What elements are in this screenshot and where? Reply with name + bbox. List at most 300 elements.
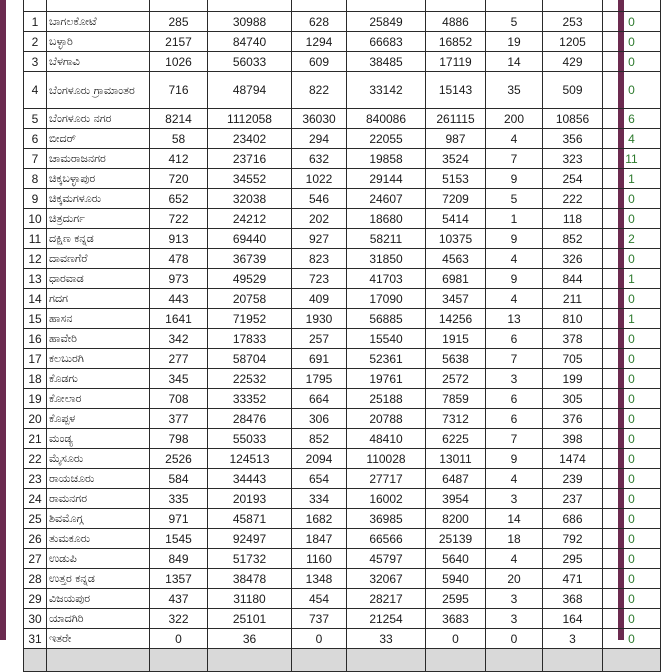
value-cell: 5153 bbox=[426, 169, 486, 189]
value-cell: 632 bbox=[292, 149, 347, 169]
value-cell: 3 bbox=[486, 609, 543, 629]
value-cell: 18 bbox=[486, 529, 543, 549]
header-cell bbox=[47, 0, 150, 12]
value-cell: 1 bbox=[603, 169, 661, 189]
value-cell: 840086 bbox=[347, 109, 426, 129]
value-cell: 0 bbox=[603, 349, 661, 369]
value-cell: 6 bbox=[486, 389, 543, 409]
value-cell: 33352 bbox=[208, 389, 292, 409]
district-name-cell: ದಾವಣಗೆರೆ bbox=[47, 249, 150, 269]
value-cell: 3683 bbox=[426, 609, 486, 629]
value-cell: 15143 bbox=[426, 72, 486, 109]
value-cell: 24607 bbox=[347, 189, 426, 209]
value-cell: 66566 bbox=[347, 529, 426, 549]
value-cell: 822 bbox=[292, 72, 347, 109]
value-cell: 686 bbox=[543, 509, 603, 529]
value-cell: 14256 bbox=[426, 309, 486, 329]
value-cell: 792 bbox=[543, 529, 603, 549]
value-cell: 437 bbox=[150, 589, 208, 609]
header-cell bbox=[486, 0, 543, 12]
value-cell: 7 bbox=[486, 429, 543, 449]
value-cell: 3954 bbox=[426, 489, 486, 509]
district-name-cell: ಬಾಗಲಕೋಟೆ bbox=[47, 12, 150, 32]
table-row bbox=[24, 229, 661, 249]
value-cell: 36030 bbox=[292, 109, 347, 129]
value-cell: 705 bbox=[543, 349, 603, 369]
table-row bbox=[24, 189, 661, 209]
value-cell: 0 bbox=[603, 529, 661, 549]
header-cell bbox=[208, 0, 292, 12]
value-cell: 10375 bbox=[426, 229, 486, 249]
value-cell: 722 bbox=[150, 209, 208, 229]
value-cell: 5414 bbox=[426, 209, 486, 229]
value-cell: 1847 bbox=[292, 529, 347, 549]
value-cell: 19858 bbox=[347, 149, 426, 169]
value-cell: 1930 bbox=[292, 309, 347, 329]
district-name-cell: ವಿಜಯಪುರ bbox=[47, 589, 150, 609]
value-cell: 48410 bbox=[347, 429, 426, 449]
value-cell: 852 bbox=[292, 429, 347, 449]
row-number-cell: 18 bbox=[24, 369, 47, 389]
value-cell: 546 bbox=[292, 189, 347, 209]
value-cell: 720 bbox=[150, 169, 208, 189]
value-cell: 1357 bbox=[150, 569, 208, 589]
value-cell: 4 bbox=[603, 129, 661, 149]
value-cell: 849 bbox=[150, 549, 208, 569]
row-number-cell: 6 bbox=[24, 129, 47, 149]
value-cell: 20758 bbox=[208, 289, 292, 309]
row-number-cell: 5 bbox=[24, 109, 47, 129]
total-cell bbox=[486, 649, 543, 672]
value-cell: 261115 bbox=[426, 109, 486, 129]
value-cell: 1641 bbox=[150, 309, 208, 329]
table-row bbox=[24, 129, 661, 149]
district-name-cell: ಮೈಸೂರು bbox=[47, 449, 150, 469]
value-cell: 1474 bbox=[543, 449, 603, 469]
value-cell: 398 bbox=[543, 429, 603, 449]
district-name-cell: ತುಮಕೂರು bbox=[47, 529, 150, 549]
row-number-cell: 14 bbox=[24, 289, 47, 309]
value-cell: 1545 bbox=[150, 529, 208, 549]
value-cell: 0 bbox=[603, 189, 661, 209]
value-cell: 429 bbox=[543, 52, 603, 72]
value-cell: 2572 bbox=[426, 369, 486, 389]
value-cell: 5940 bbox=[426, 569, 486, 589]
value-cell: 19 bbox=[486, 32, 543, 52]
value-cell: 0 bbox=[603, 52, 661, 72]
value-cell: 0 bbox=[603, 549, 661, 569]
value-cell: 0 bbox=[426, 629, 486, 649]
district-name-cell: ಕೊಡಗು bbox=[47, 369, 150, 389]
value-cell: 412 bbox=[150, 149, 208, 169]
value-cell: 1022 bbox=[292, 169, 347, 189]
value-cell: 1 bbox=[603, 269, 661, 289]
district-name-cell: ಕಲಬುರಗಿ bbox=[47, 349, 150, 369]
value-cell: 9 bbox=[486, 449, 543, 469]
value-cell: 356 bbox=[543, 129, 603, 149]
value-cell: 823 bbox=[292, 249, 347, 269]
value-cell: 471 bbox=[543, 569, 603, 589]
value-cell: 13011 bbox=[426, 449, 486, 469]
value-cell: 92497 bbox=[208, 529, 292, 549]
district-name-cell: ಬೆಂಗಳೂರು ನಗರ bbox=[47, 109, 150, 129]
row-number-cell: 23 bbox=[24, 469, 47, 489]
district-name-cell: ಬೆಳಗಾವಿ bbox=[47, 52, 150, 72]
row-number-cell: 3 bbox=[24, 52, 47, 72]
table-row bbox=[24, 12, 661, 32]
value-cell: 7859 bbox=[426, 389, 486, 409]
district-name-cell: ಚಾಮರಾಜನಗರ bbox=[47, 149, 150, 169]
value-cell: 664 bbox=[292, 389, 347, 409]
value-cell: 294 bbox=[292, 129, 347, 149]
value-cell: 9 bbox=[486, 229, 543, 249]
value-cell: 737 bbox=[292, 609, 347, 629]
value-cell: 6 bbox=[486, 409, 543, 429]
value-cell: 6 bbox=[486, 329, 543, 349]
value-cell: 4 bbox=[486, 549, 543, 569]
table-row bbox=[24, 469, 661, 489]
value-cell: 4886 bbox=[426, 12, 486, 32]
value-cell: 3 bbox=[486, 489, 543, 509]
row-number-cell: 30 bbox=[24, 609, 47, 629]
table-row bbox=[24, 529, 661, 549]
value-cell: 376 bbox=[543, 409, 603, 429]
table-row bbox=[24, 429, 661, 449]
row-number-cell: 21 bbox=[24, 429, 47, 449]
value-cell: 7209 bbox=[426, 189, 486, 209]
value-cell: 1026 bbox=[150, 52, 208, 72]
value-cell: 6981 bbox=[426, 269, 486, 289]
value-cell: 335 bbox=[150, 489, 208, 509]
value-cell: 16002 bbox=[347, 489, 426, 509]
value-cell: 32067 bbox=[347, 569, 426, 589]
value-cell: 810 bbox=[543, 309, 603, 329]
value-cell: 4 bbox=[486, 289, 543, 309]
value-cell: 5638 bbox=[426, 349, 486, 369]
value-cell: 6 bbox=[603, 109, 661, 129]
district-name-cell: ಬೀದರ್ bbox=[47, 129, 150, 149]
total-cell bbox=[426, 649, 486, 672]
value-cell: 28217 bbox=[347, 589, 426, 609]
value-cell: 2157 bbox=[150, 32, 208, 52]
value-cell: 25101 bbox=[208, 609, 292, 629]
row-number-cell: 9 bbox=[24, 189, 47, 209]
district-name-cell: ಹಾಸನ bbox=[47, 309, 150, 329]
district-name-cell: ಬಳ್ಳಾರಿ bbox=[47, 32, 150, 52]
value-cell: 199 bbox=[543, 369, 603, 389]
value-cell: 7312 bbox=[426, 409, 486, 429]
table-row bbox=[24, 329, 661, 349]
value-cell: 202 bbox=[292, 209, 347, 229]
district-name-cell: ಯಾದಗಿರಿ bbox=[47, 609, 150, 629]
value-cell: 454 bbox=[292, 589, 347, 609]
value-cell: 322 bbox=[150, 609, 208, 629]
value-cell: 0 bbox=[603, 429, 661, 449]
total-cell bbox=[347, 649, 426, 672]
header-cell bbox=[347, 0, 426, 12]
value-cell: 326 bbox=[543, 249, 603, 269]
row-number-cell: 24 bbox=[24, 489, 47, 509]
value-cell: 0 bbox=[486, 629, 543, 649]
value-cell: 708 bbox=[150, 389, 208, 409]
value-cell: 0 bbox=[603, 409, 661, 429]
value-cell: 254 bbox=[543, 169, 603, 189]
value-cell: 8214 bbox=[150, 109, 208, 129]
value-cell: 295 bbox=[543, 549, 603, 569]
value-cell: 84740 bbox=[208, 32, 292, 52]
value-cell: 716 bbox=[150, 72, 208, 109]
value-cell: 0 bbox=[603, 469, 661, 489]
table-row bbox=[24, 109, 661, 129]
value-cell: 25849 bbox=[347, 12, 426, 32]
value-cell: 1915 bbox=[426, 329, 486, 349]
value-cell: 654 bbox=[292, 469, 347, 489]
value-cell: 971 bbox=[150, 509, 208, 529]
value-cell: 58704 bbox=[208, 349, 292, 369]
value-cell: 1795 bbox=[292, 369, 347, 389]
value-cell: 306 bbox=[292, 409, 347, 429]
value-cell: 23402 bbox=[208, 129, 292, 149]
value-cell: 323 bbox=[543, 149, 603, 169]
value-cell: 10856 bbox=[543, 109, 603, 129]
value-cell: 345 bbox=[150, 369, 208, 389]
value-cell: 0 bbox=[603, 369, 661, 389]
value-cell: 36985 bbox=[347, 509, 426, 529]
value-cell: 2094 bbox=[292, 449, 347, 469]
value-cell: 0 bbox=[603, 72, 661, 109]
value-cell: 3524 bbox=[426, 149, 486, 169]
value-cell: 6225 bbox=[426, 429, 486, 449]
value-cell: 71952 bbox=[208, 309, 292, 329]
value-cell: 723 bbox=[292, 269, 347, 289]
value-cell: 4563 bbox=[426, 249, 486, 269]
value-cell: 52361 bbox=[347, 349, 426, 369]
table-row bbox=[24, 589, 661, 609]
value-cell: 7 bbox=[486, 149, 543, 169]
value-cell: 118 bbox=[543, 209, 603, 229]
value-cell: 443 bbox=[150, 289, 208, 309]
value-cell: 342 bbox=[150, 329, 208, 349]
value-cell: 277 bbox=[150, 349, 208, 369]
value-cell: 913 bbox=[150, 229, 208, 249]
value-cell: 66683 bbox=[347, 32, 426, 52]
row-number-cell: 31 bbox=[24, 629, 47, 649]
value-cell: 285 bbox=[150, 12, 208, 32]
row-number-cell: 16 bbox=[24, 329, 47, 349]
table-row bbox=[24, 52, 661, 72]
value-cell: 798 bbox=[150, 429, 208, 449]
value-cell: 58211 bbox=[347, 229, 426, 249]
value-cell: 0 bbox=[603, 569, 661, 589]
value-cell: 18680 bbox=[347, 209, 426, 229]
value-cell: 237 bbox=[543, 489, 603, 509]
value-cell: 334 bbox=[292, 489, 347, 509]
value-cell: 257 bbox=[292, 329, 347, 349]
value-cell: 0 bbox=[603, 32, 661, 52]
value-cell: 5 bbox=[486, 12, 543, 32]
value-cell: 124513 bbox=[208, 449, 292, 469]
value-cell: 38478 bbox=[208, 569, 292, 589]
value-cell: 927 bbox=[292, 229, 347, 249]
table-row bbox=[24, 369, 661, 389]
value-cell: 5 bbox=[486, 189, 543, 209]
table-row bbox=[24, 609, 661, 629]
total-cell bbox=[543, 649, 603, 672]
table-row bbox=[24, 269, 661, 289]
value-cell: 0 bbox=[603, 329, 661, 349]
table-row bbox=[24, 569, 661, 589]
value-cell: 0 bbox=[603, 489, 661, 509]
value-cell: 305 bbox=[543, 389, 603, 409]
district-name-cell: ಮಂಡ್ಯ bbox=[47, 429, 150, 449]
value-cell: 58 bbox=[150, 129, 208, 149]
value-cell: 21254 bbox=[347, 609, 426, 629]
value-cell: 239 bbox=[543, 469, 603, 489]
header-cell bbox=[426, 0, 486, 12]
value-cell: 13 bbox=[486, 309, 543, 329]
row-number-cell: 12 bbox=[24, 249, 47, 269]
value-cell: 25188 bbox=[347, 389, 426, 409]
value-cell: 0 bbox=[603, 209, 661, 229]
district-name-cell: ಬೆಂಗಳೂರು ಗ್ರಾಮಾಂತರ bbox=[47, 72, 150, 109]
value-cell: 652 bbox=[150, 189, 208, 209]
value-cell: 164 bbox=[543, 609, 603, 629]
district-statistics-table bbox=[23, 0, 661, 672]
table-row bbox=[24, 289, 661, 309]
row-number-cell: 25 bbox=[24, 509, 47, 529]
value-cell: 48794 bbox=[208, 72, 292, 109]
value-cell: 17833 bbox=[208, 329, 292, 349]
value-cell: 973 bbox=[150, 269, 208, 289]
value-cell: 0 bbox=[150, 629, 208, 649]
value-cell: 478 bbox=[150, 249, 208, 269]
value-cell: 45871 bbox=[208, 509, 292, 529]
district-name-cell: ರಾಮನಗರ bbox=[47, 489, 150, 509]
value-cell: 628 bbox=[292, 12, 347, 32]
value-cell: 584 bbox=[150, 469, 208, 489]
value-cell: 8200 bbox=[426, 509, 486, 529]
table-row bbox=[24, 72, 661, 109]
value-cell: 69440 bbox=[208, 229, 292, 249]
value-cell: 9 bbox=[486, 269, 543, 289]
value-cell: 22532 bbox=[208, 369, 292, 389]
table-row bbox=[24, 509, 661, 529]
district-name-cell: ದಕ್ಷಿಣ ಕನ್ನಡ bbox=[47, 229, 150, 249]
value-cell: 378 bbox=[543, 329, 603, 349]
table-row bbox=[24, 32, 661, 52]
table-row bbox=[24, 149, 661, 169]
value-cell: 409 bbox=[292, 289, 347, 309]
value-cell: 377 bbox=[150, 409, 208, 429]
value-cell: 9 bbox=[486, 169, 543, 189]
value-cell: 0 bbox=[292, 629, 347, 649]
value-cell: 0 bbox=[603, 12, 661, 32]
district-name-cell: ಉತ್ತರ ಕನ್ನಡ bbox=[47, 569, 150, 589]
total-cell bbox=[24, 649, 47, 672]
value-cell: 2595 bbox=[426, 589, 486, 609]
header-cell bbox=[603, 0, 661, 12]
value-cell: 23716 bbox=[208, 149, 292, 169]
value-cell: 35 bbox=[486, 72, 543, 109]
value-cell: 852 bbox=[543, 229, 603, 249]
table-row bbox=[24, 249, 661, 269]
value-cell: 20193 bbox=[208, 489, 292, 509]
value-cell: 368 bbox=[543, 589, 603, 609]
value-cell: 1205 bbox=[543, 32, 603, 52]
header-cell bbox=[292, 0, 347, 12]
row-number-cell: 22 bbox=[24, 449, 47, 469]
value-cell: 609 bbox=[292, 52, 347, 72]
value-cell: 3 bbox=[486, 369, 543, 389]
row-number-cell: 29 bbox=[24, 589, 47, 609]
row-number-cell: 17 bbox=[24, 349, 47, 369]
row-number-cell: 11 bbox=[24, 229, 47, 249]
value-cell: 844 bbox=[543, 269, 603, 289]
value-cell: 1160 bbox=[292, 549, 347, 569]
value-cell: 17090 bbox=[347, 289, 426, 309]
district-name-cell: ಚಿತ್ರದುರ್ಗ bbox=[47, 209, 150, 229]
value-cell: 20 bbox=[486, 569, 543, 589]
table-row bbox=[24, 169, 661, 189]
header-cell bbox=[543, 0, 603, 12]
value-cell: 36739 bbox=[208, 249, 292, 269]
row-number-cell: 7 bbox=[24, 149, 47, 169]
value-cell: 0 bbox=[603, 389, 661, 409]
table-row bbox=[24, 209, 661, 229]
value-cell: 4 bbox=[486, 469, 543, 489]
value-cell: 211 bbox=[543, 289, 603, 309]
value-cell: 17119 bbox=[426, 52, 486, 72]
row-number-cell: 27 bbox=[24, 549, 47, 569]
total-cell bbox=[603, 649, 661, 672]
value-cell: 0 bbox=[603, 249, 661, 269]
value-cell: 15540 bbox=[347, 329, 426, 349]
value-cell: 16852 bbox=[426, 32, 486, 52]
value-cell: 1 bbox=[603, 309, 661, 329]
value-cell: 3 bbox=[543, 629, 603, 649]
row-number-cell: 19 bbox=[24, 389, 47, 409]
district-name-cell: ರಾಯಚೂರು bbox=[47, 469, 150, 489]
value-cell: 4 bbox=[486, 129, 543, 149]
value-cell: 0 bbox=[603, 629, 661, 649]
value-cell: 5640 bbox=[426, 549, 486, 569]
value-cell: 14 bbox=[486, 52, 543, 72]
district-name-cell: ಕೊಪ್ಪಳ bbox=[47, 409, 150, 429]
district-name-cell: ಇತರೇ bbox=[47, 629, 150, 649]
value-cell: 2526 bbox=[150, 449, 208, 469]
value-cell: 14 bbox=[486, 509, 543, 529]
value-cell: 41703 bbox=[347, 269, 426, 289]
total-cell bbox=[150, 649, 208, 672]
district-name-cell: ಚಿಕ್ಕಮಗಳೂರು bbox=[47, 189, 150, 209]
value-cell: 3457 bbox=[426, 289, 486, 309]
value-cell: 31850 bbox=[347, 249, 426, 269]
value-cell: 1112058 bbox=[208, 109, 292, 129]
table-row bbox=[24, 489, 661, 509]
value-cell: 33 bbox=[347, 629, 426, 649]
value-cell: 0 bbox=[603, 449, 661, 469]
value-cell: 3 bbox=[486, 589, 543, 609]
value-cell: 11 bbox=[603, 149, 661, 169]
table-row bbox=[24, 389, 661, 409]
value-cell: 33142 bbox=[347, 72, 426, 109]
value-cell: 28476 bbox=[208, 409, 292, 429]
value-cell: 27717 bbox=[347, 469, 426, 489]
value-cell: 0 bbox=[603, 589, 661, 609]
value-cell: 34552 bbox=[208, 169, 292, 189]
value-cell: 1 bbox=[486, 209, 543, 229]
total-cell bbox=[47, 649, 150, 672]
